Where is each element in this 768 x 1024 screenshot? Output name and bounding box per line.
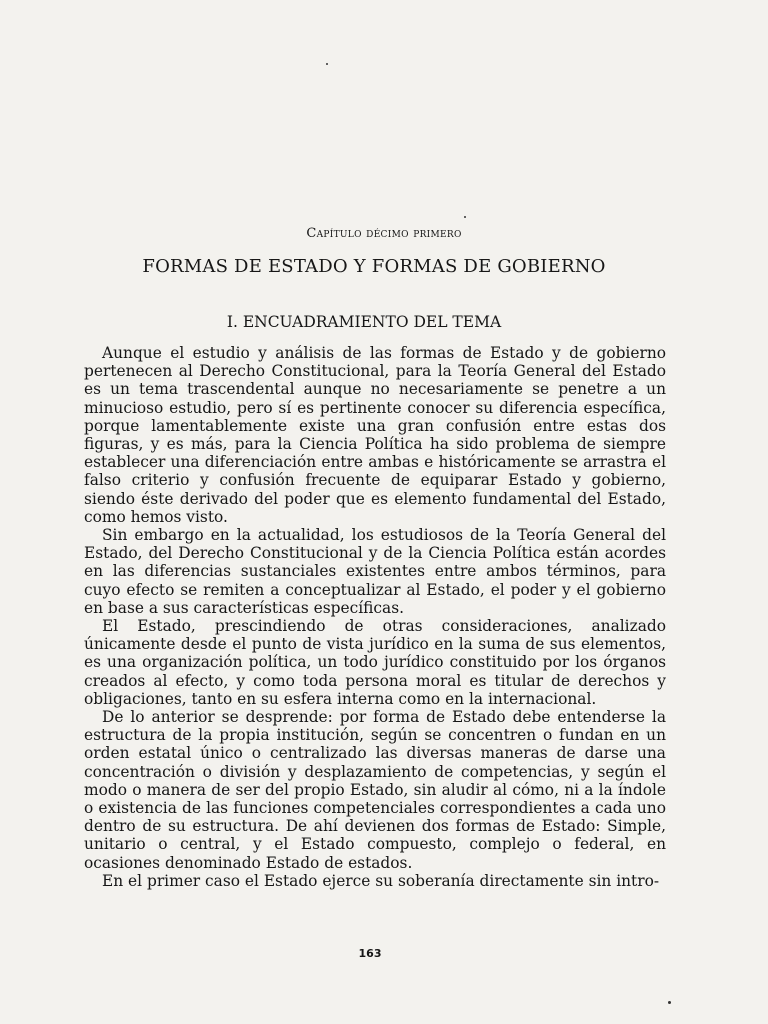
section-heading: I. ENCUADRAMIENTO DEL TEMA bbox=[226, 313, 502, 331]
paragraph: El Estado, prescindiendo de otras consideraciones, analizado únicamente desde el punto de vista jurídico en la suma de sus elementos, es una organización política, un todo jurídico constituido por los órganos creados al efecto, y como toda persona moral es titular de derechos y obligaciones, tanto en su esfera interna como en la internacional. bbox=[84, 617, 666, 708]
page-number: 163 bbox=[358, 947, 382, 960]
chapter-label: Capítulo décimo primero bbox=[306, 226, 462, 241]
scan-speck bbox=[668, 1001, 671, 1004]
scan-speck bbox=[326, 63, 328, 65]
paragraph: En el primer caso el Estado ejerce su soberanía directamente sin intro- bbox=[102, 871, 660, 890]
paragraph: Aunque el estudio y análisis de las formas de Estado y de gobierno pertenecen al Derecho Constitucional, para la Teoría General del Estado es un tema trascendental aunque no necesariamente se penetre a un minucioso estudio, pero sí es pertinente conocer su diferencia específica, porque lamentablemente existe una gran confusión entre estas dos figuras, y es más, para la Ciencia Política ha sido problema de siempre establecer una diferenciación entre ambas e históricamente se arrastra el falso criterio y confusión frecuente de equiparar Estado y gobierno, siendo éste derivado del poder que es elemento fundamental del Estado, como hemos visto. bbox=[84, 344, 666, 526]
scan-speck bbox=[464, 216, 466, 218]
paragraph: Sin embargo en la actualidad, los estudiosos de la Teoría General del Estado, del Derecho Constitucional y de la Ciencia Política están acordes en las diferencias sustanciales existentes entre ambos términos, para cuyo efecto se remiten a conceptualizar al Estado, el poder y el gobierno en base a sus características específicas. bbox=[84, 526, 666, 617]
body-text bbox=[84, 344, 666, 890]
paragraph: De lo anterior se desprende: por forma de Estado debe entenderse la estructura de la propia institución, según se concentren o fundan en un orden estatal único o centralizado las diversas maneras de darse una concentración o división y desplazamiento de competencias, y según el modo o manera de ser del propio Estado, sin aludir al cómo, ni a la índole o existencia de las funciones competenciales correspondientes a cada uno dentro de su estructura. De ahí devienen dos formas de Estado: Simple, unitario o central, y el Estado compuesto, complejo o federal, en ocasiones denominado Estado de estados. bbox=[84, 708, 666, 872]
chapter-title: FORMAS DE ESTADO Y FORMAS DE GOBIERNO bbox=[142, 256, 606, 277]
